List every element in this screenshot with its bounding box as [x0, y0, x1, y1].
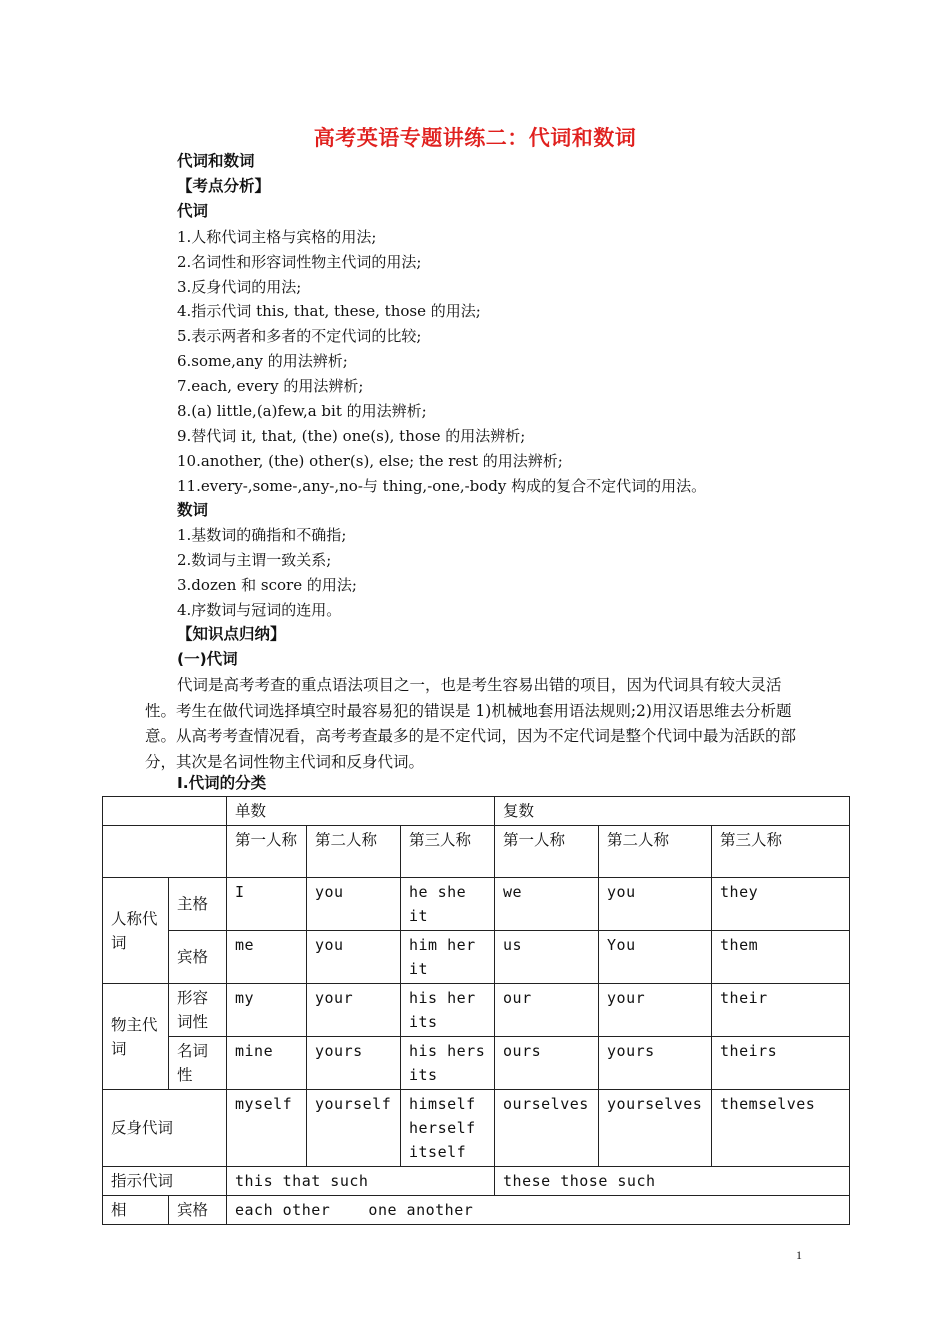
table-cell: themselves	[712, 1090, 850, 1167]
page-number: 1	[796, 1248, 802, 1262]
reciprocal-pronoun-label: 相	[103, 1196, 169, 1225]
table-cell: my	[227, 984, 307, 1037]
table-cell: his her its	[401, 984, 495, 1037]
personal-pronoun-label: 人称代词	[103, 878, 169, 984]
table-cell: their	[712, 984, 850, 1037]
table-cell: yours	[599, 1037, 712, 1090]
table-cell: mine	[227, 1037, 307, 1090]
noun-form-label: 名词性	[169, 1037, 227, 1090]
table-cell: we	[495, 878, 599, 931]
singular-header: 单数	[227, 797, 495, 826]
document-title: 高考英语专题讲练二：代词和数词	[313, 126, 637, 150]
person-header: 第三人称	[401, 826, 495, 878]
table-cell: yourself	[307, 1090, 401, 1167]
table-cell: ourselves	[495, 1090, 599, 1167]
table-cell: you	[599, 878, 712, 931]
pronoun-point: 11.every-,some-,any-,no-与 thing,-one,-body 构成的复合不定代词的用法。	[177, 477, 707, 495]
table-cell: myself	[227, 1090, 307, 1167]
adjective-form-label: 形容词性	[169, 984, 227, 1037]
table-cell: him her it	[401, 931, 495, 984]
object-case-label: 宾格	[169, 931, 227, 984]
table-cell: he she it	[401, 878, 495, 931]
kaodian-heading: 【考点分析】	[177, 177, 271, 195]
numeral-point: 4.序数词与冠词的连用。	[177, 601, 342, 619]
intro-paragraph: 代词是高考考查的重点语法项目之一，也是考生容易出错的项目，因为代词具有较大灵活性。考生在做代词选择填空时最容易犯的错误是 1)机械地套用语法规则;2)用汉语思维去分析题意。从高考考查情况看，高考考查最多的是不定代词，因为不定代词是整个代词中最为活跃的部分，其次是名词性物主代词和反身代词。	[145, 676, 797, 771]
table-cell: us	[495, 931, 599, 984]
numeral-heading: 数词	[177, 501, 209, 519]
pronoun-point: 5.表示两者和多者的不定代词的比较;	[177, 327, 422, 345]
table-cell: them	[712, 931, 850, 984]
table-corner-2	[103, 826, 227, 878]
pronoun-point: 9.替代词 it, that, (the) one(s), those 的用法辨析;	[177, 427, 526, 445]
pronoun-heading: 代词	[177, 202, 209, 220]
table-cell: himself herself itself	[401, 1090, 495, 1167]
pronoun-table	[102, 796, 850, 1225]
table-cell: they	[712, 878, 850, 931]
table-cell: his hers its	[401, 1037, 495, 1090]
pronoun-point: 4.指示代词 this, that, these, those 的用法;	[177, 302, 481, 320]
table-cell: you	[307, 878, 401, 931]
table-cell: You	[599, 931, 712, 984]
pronoun-point: 10.another, (the) other(s), else; the rest 的用法辨析;	[177, 452, 563, 470]
section-title: 代词和数词	[177, 152, 255, 170]
table-cell: these those such	[495, 1167, 850, 1196]
numeral-point: 3.dozen 和 score 的用法;	[177, 576, 357, 594]
table-cell: yourselves	[599, 1090, 712, 1167]
pronoun-point: 8.(a) little,(a)few,a bit 的用法辨析;	[177, 402, 427, 420]
table-cell: this that such	[227, 1167, 495, 1196]
table-cell: your	[307, 984, 401, 1037]
pronoun-point: 3.反身代词的用法;	[177, 278, 302, 296]
possessive-pronoun-label: 物主代词	[103, 984, 169, 1090]
person-header: 第一人称	[495, 826, 599, 878]
pronoun-point: 6.some,any 的用法辨析;	[177, 352, 348, 370]
table-cell: me	[227, 931, 307, 984]
table-cell: I	[227, 878, 307, 931]
table-cell: our	[495, 984, 599, 1037]
pronoun-point: 2.名词性和形容词性物主代词的用法;	[177, 253, 422, 271]
person-header: 第二人称	[307, 826, 401, 878]
table-cell: you	[307, 931, 401, 984]
person-header: 第一人称	[227, 826, 307, 878]
person-header: 第三人称	[712, 826, 850, 878]
plural-header: 复数	[495, 797, 850, 826]
sub-heading: (一)代词	[177, 650, 238, 668]
table-cell: each other one another	[227, 1196, 850, 1225]
zhishi-heading: 【知识点归纳】	[177, 625, 286, 643]
person-header: 第二人称	[599, 826, 712, 878]
numeral-point: 2.数词与主谓一致关系;	[177, 551, 332, 569]
table-caption: I.代词的分类	[177, 774, 267, 792]
table-cell: yours	[307, 1037, 401, 1090]
reciprocal-case-label: 宾格	[169, 1196, 227, 1225]
pronoun-point: 7.each, every 的用法辨析;	[177, 377, 364, 395]
subject-case-label: 主格	[169, 878, 227, 931]
reflexive-pronoun-label: 反身代词	[103, 1090, 227, 1167]
table-cell: your	[599, 984, 712, 1037]
table-cell: ours	[495, 1037, 599, 1090]
numeral-point: 1.基数词的确指和不确指;	[177, 526, 347, 544]
table-cell: theirs	[712, 1037, 850, 1090]
pronoun-point: 1.人称代词主格与宾格的用法;	[177, 228, 377, 246]
table-corner	[103, 797, 227, 826]
demonstrative-pronoun-label: 指示代词	[103, 1167, 227, 1196]
